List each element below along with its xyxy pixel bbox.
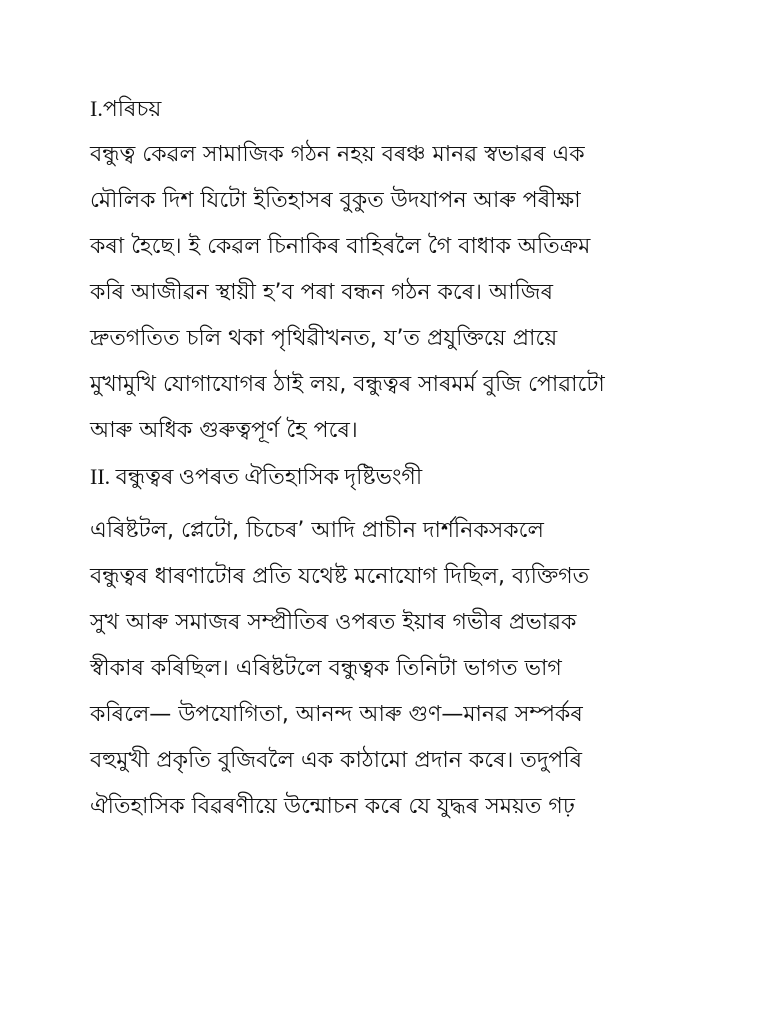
section-2-line-6: বহুমুখী প্ৰকৃতি বুজিবলৈ এক কাঠামো প্ৰদান কৰে। তদুপৰি (90, 748, 583, 773)
section-1-heading: I.পৰিচয় (90, 96, 162, 121)
section-2-line-5: কৰিলে— উপযোগিতা, আনন্দ আৰু গুণ—মানৱ সম্পৰ্কৰ (90, 702, 583, 727)
section-2-line-2: বন্ধুত্বৰ ধাৰণাটোৰ প্ৰতি যথেষ্ট মনোযোগ দিছিল, ব্যক্তিগত (90, 564, 590, 589)
section-2-line-4: স্বীকাৰ কৰিছিল। এৰিষ্টটলে বন্ধুত্বক তিনিটা ভাগত ভাগ (90, 656, 562, 681)
section-gap (90, 500, 730, 508)
section-1-line-3: কৰা হৈছে। ই কেৱল চিনাকিৰ বাহিৰলৈ গৈ বাধাক অতিক্ৰম (90, 234, 591, 259)
section-1-line-4: কৰি আজীৱন স্থায়ী হ’ব পৰা বন্ধন গঠন কৰে। আজিৰ (90, 280, 553, 305)
document-page (90, 86, 730, 830)
section-2-line-3: সুখ আৰু সমাজৰ সম্প্ৰীতিৰ ওপৰত ইয়াৰ গভীৰ প্ৰভাৱক (90, 610, 577, 635)
section-1-line-1: বন্ধুত্ব কেৱল সামাজিক গঠন নহয় বৰঞ্চ মানৱ স্বভাৱৰ এক (90, 142, 585, 167)
section-2-heading: II. বন্ধুত্বৰ ওপৰত ঐতিহাসিক দৃষ্টিভংগী (90, 464, 423, 489)
section-2-line-7: ঐতিহাসিক বিৱৰণীয়ে উন্মোচন কৰে যে যুদ্ধৰ সময়ত গঢ় (90, 794, 575, 819)
section-1-line-2: মৌলিক দিশ যিটো ইতিহাসৰ বুকুত উদযাপন আৰু পৰীক্ষা (90, 188, 581, 213)
section-1-line-6: মুখামুখি যোগাযোগৰ ঠাই লয়, বন্ধুত্বৰ সাৰমৰ্ম বুজি পোৱাটো (90, 372, 605, 397)
section-1-line-5: দ্ৰুতগতিত চলি থকা পৃথিৱীখনত, য’ত প্ৰযুক্তিয়ে প্ৰায়ে (90, 326, 558, 351)
section-2-line-1: এৰিষ্টটল, প্লেটো, চিচেৰ’ আদি প্ৰাচীন দাৰ্শনিকসকলে (90, 518, 544, 543)
section-1-line-7: আৰু অধিক গুৰুত্বপূৰ্ণ হৈ পৰে। (90, 418, 358, 443)
